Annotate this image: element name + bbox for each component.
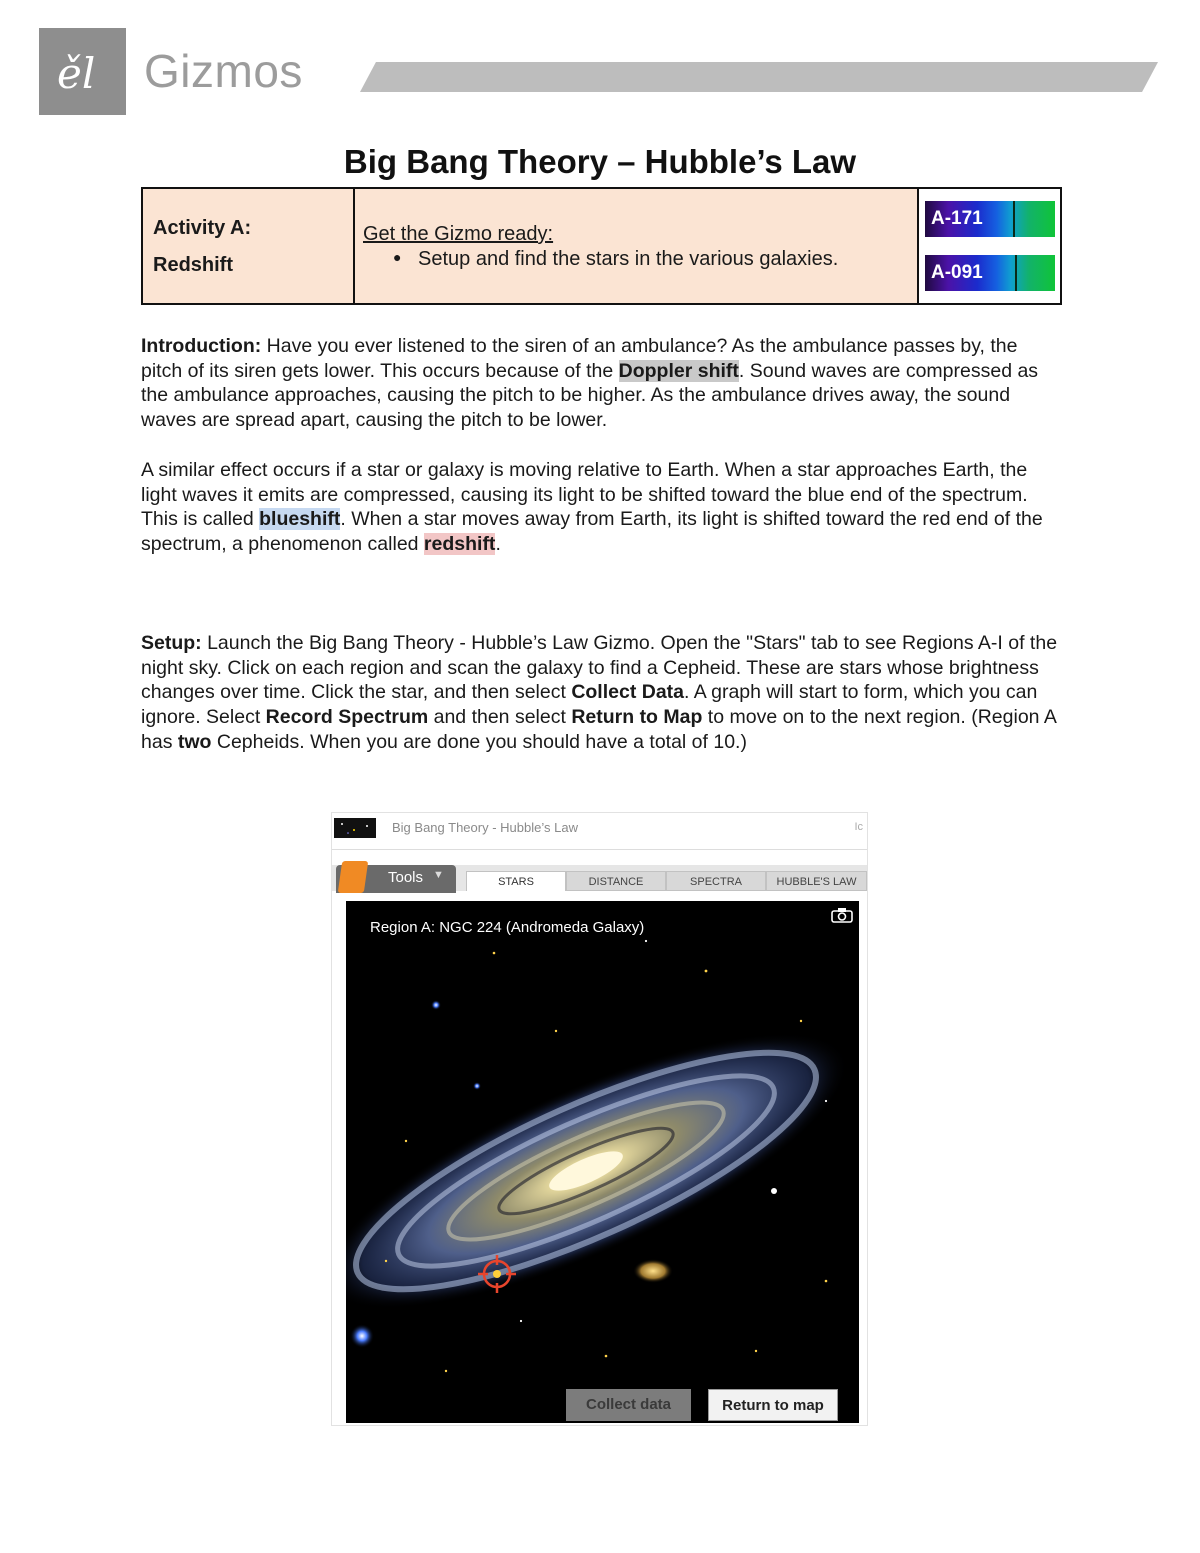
spectra-cell	[919, 189, 1060, 303]
gizmo-thumbnail	[334, 818, 376, 838]
page-title: Big Bang Theory – Hubble’s Law	[343, 143, 857, 180]
return-to-map-term: Return to Map	[571, 706, 703, 729]
gizmo-app-title: Big Bang Theory - Hubble’s Law	[392, 820, 578, 835]
tab-stars[interactable]: STARS	[466, 871, 566, 891]
record-spectrum-term: Record Spectrum	[265, 706, 429, 729]
activity-label-cell	[143, 189, 355, 303]
setup-paragraph	[141, 631, 1061, 755]
gizmo-screenshot	[331, 812, 868, 1426]
header-decorative-bar	[360, 62, 1158, 92]
intro-text: Have you ever listened to the siren of an ambulance? As the ambulance passes by, the pitch of its siren gets lower. This occurs because of the	[141, 335, 1018, 382]
collect-data-button[interactable]: Collect data	[566, 1389, 691, 1421]
introduction-paragraph	[141, 334, 1061, 433]
spectrum-strip-a171	[925, 201, 1055, 237]
setup-lead: Setup:	[141, 632, 202, 654]
activity-topic: Redshift	[153, 254, 233, 276]
ready-heading: Get the Gizmo ready:	[363, 223, 554, 245]
return-to-map-button[interactable]: Return to map	[708, 1389, 838, 1421]
tools-label: Tools	[388, 869, 424, 886]
two-term: two	[177, 730, 212, 753]
brand-name: Gizmos	[144, 45, 303, 97]
activity-label: Activity A:	[153, 217, 252, 239]
spectrum-label: A-091	[931, 262, 983, 283]
andromeda-galaxy-image	[346, 901, 859, 1423]
setup-text-4: to move on to the next region. (Region A has	[141, 706, 1056, 753]
tab-hubbles-law[interactable]: HUBBLE'S LAW	[766, 871, 867, 891]
collect-data-term: Collect Data	[571, 681, 685, 704]
gizmos-logo-icon	[39, 28, 126, 115]
shift-text: A similar effect occurs if a star or galaxy is moving relative to Earth. When a star approaches Earth, the light waves it emits are compressed, causing its light to be shifted toward the blue end of the spectrum. This is called	[141, 459, 1028, 531]
activity-instructions-cell	[355, 189, 919, 303]
blueshift-term: blueshift	[259, 508, 341, 531]
region-label: Region A: NGC 224 (Andromeda Galaxy)	[370, 919, 645, 936]
logo-glyph: ěl	[57, 49, 96, 98]
dropdown-arrow-icon: ▼	[433, 869, 444, 881]
instructions-list	[363, 248, 917, 271]
setup-text: Launch the Big Bang Theory - Hubble’s Law Gizmo. Open the "Stars" tab to see Regions A-I of the night sky. Click on each region and scan the galaxy to find a Cepheid. These are stars whose brightness changes over time. Click the star, and then select	[141, 632, 1058, 704]
tools-button[interactable]	[336, 865, 456, 893]
shift-text-2: . When a star moves away from Earth, its light is shifted toward the red end of the spectrum, a phenomenon called	[141, 508, 1043, 556]
doppler-shift-term: Doppler shift	[618, 359, 739, 382]
gizmo-top-right: Ic	[854, 821, 863, 833]
setup-text-3: and then select	[428, 706, 572, 729]
shift-text-3: .	[495, 533, 501, 556]
shift-paragraph	[141, 458, 1061, 557]
setup-text-5: Cepheids. When you are done you should have a total of 10.)	[211, 730, 747, 753]
intro-text-2: . Sound waves are compressed as the ambulance approaches, causing the pitch to be higher. As the ambulance drives away, the sound waves are spread apart, causing the pitch to be lower.	[141, 359, 1039, 432]
star-field-view[interactable]	[346, 901, 859, 1423]
camera-icon[interactable]	[831, 907, 853, 927]
spectrum-strip-a091	[925, 255, 1055, 291]
tab-spectra[interactable]: SPECTRA	[666, 871, 766, 891]
activity-table	[141, 187, 1062, 305]
spectrum-label: A-171	[931, 208, 983, 229]
gizmos-badge-icon	[338, 861, 368, 893]
gizmo-title-bar	[332, 813, 867, 850]
setup-text-2: . A graph will start to form, which you can ignore. Select	[141, 681, 1038, 729]
list-item: ● Setup and find the stars in the various galaxies.	[418, 248, 917, 271]
redshift-term: redshift	[423, 533, 496, 556]
tab-distance[interactable]: DISTANCE	[566, 871, 666, 891]
intro-lead: Introduction:	[141, 335, 262, 357]
